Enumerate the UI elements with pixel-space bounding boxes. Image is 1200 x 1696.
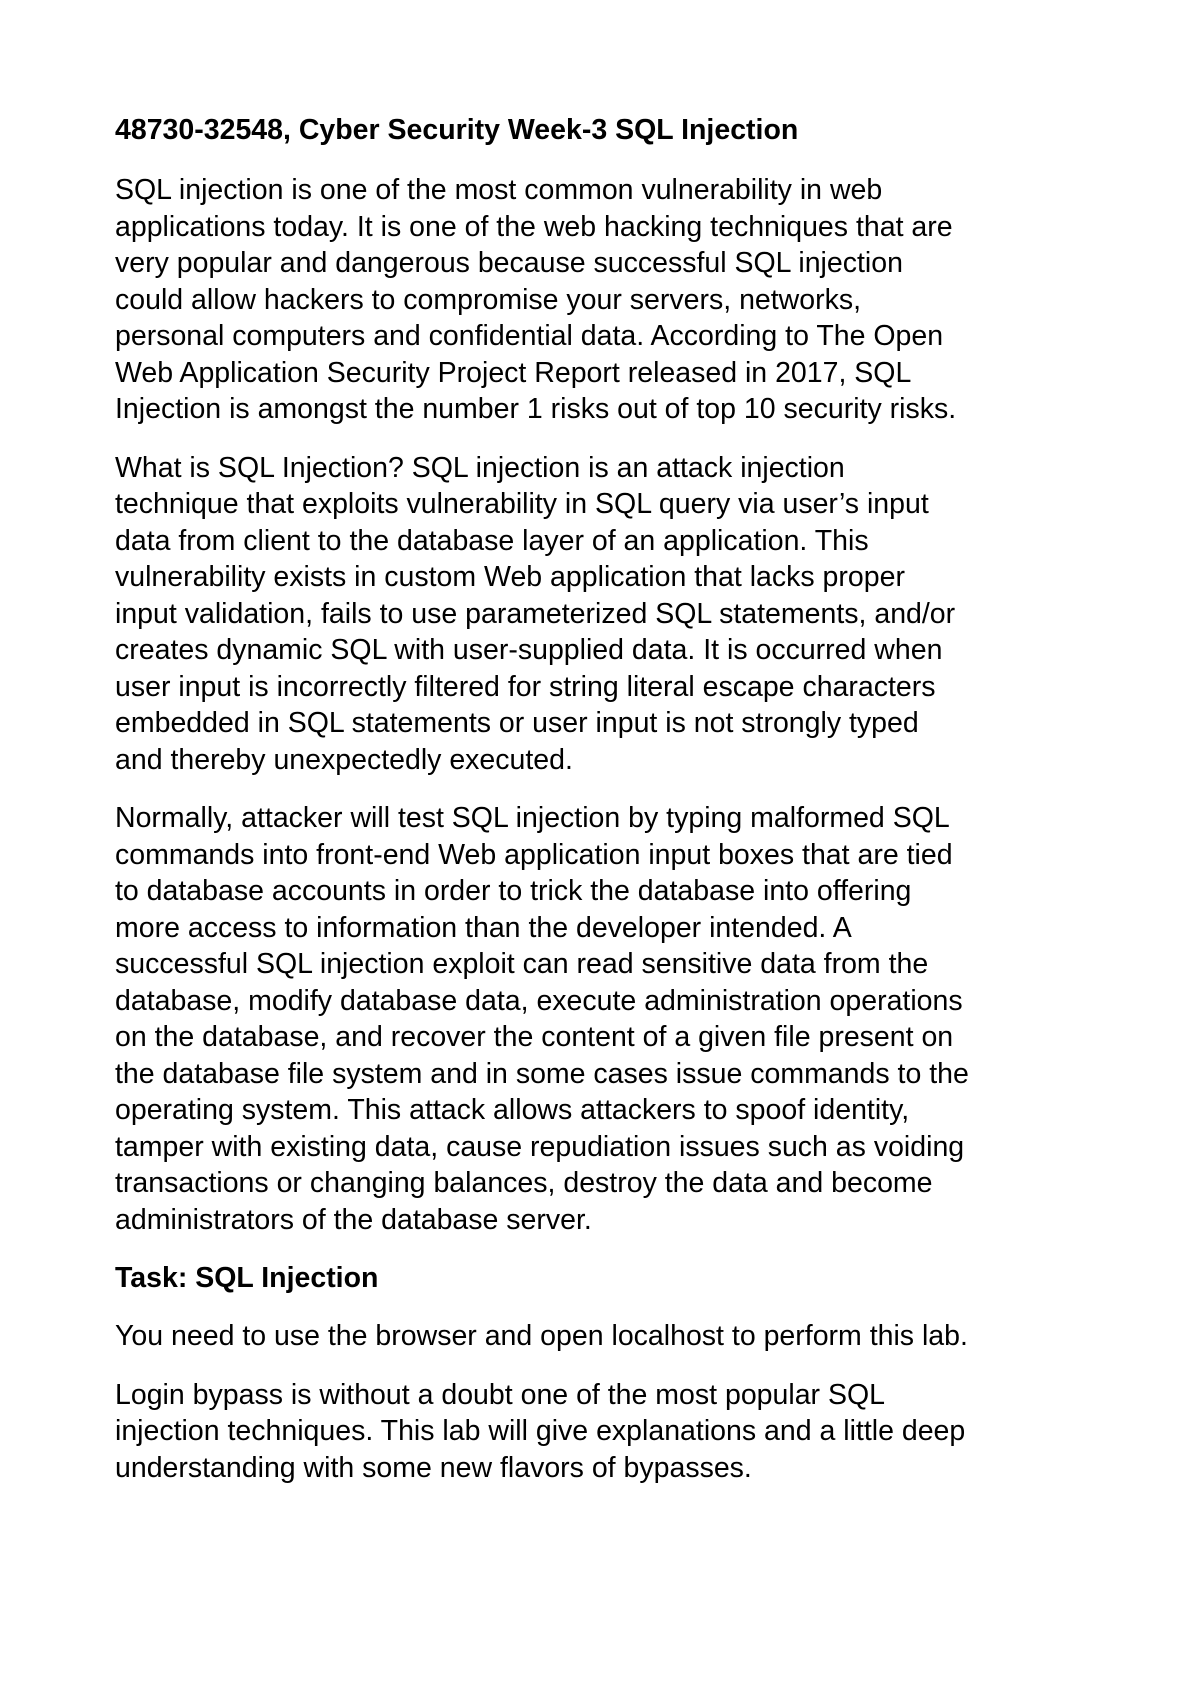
paragraph-line: Login bypass is without a doubt one of the most popular SQL: [115, 1378, 885, 1411]
paragraph-line: input validation, fails to use parameterized SQL statements, and/or: [115, 597, 956, 630]
paragraph-line: What is SQL Injection? SQL injection is an attack injection: [115, 451, 845, 484]
paragraph-line: could allow hackers to compromise your servers, networks,: [115, 283, 862, 316]
paragraph-line: creates dynamic SQL with user-supplied data. It is occurred when: [115, 634, 943, 666]
paragraph-line: administrators of the database server.: [115, 1203, 592, 1236]
definition-paragraph: [115, 450, 1115, 779]
paragraph-line: database, modify database data, execute administration operations: [115, 984, 963, 1017]
paragraph-line: commands into front-end Web application input boxes that are tied: [115, 838, 953, 871]
paragraph-line: to database accounts in order to trick the database into offering: [115, 875, 912, 907]
task-paragraph: [115, 1318, 1115, 1355]
paragraph-line: transactions or changing balances, destroy the data and become: [115, 1167, 933, 1199]
paragraph-line: embedded in SQL statements or user input is not strongly typed: [115, 707, 919, 739]
paragraph-line: tamper with existing data, cause repudiation issues such as voiding: [115, 1130, 965, 1163]
bypass-paragraph: [115, 1377, 1115, 1487]
paragraph-line: operating system. This attack allows attackers to spoof identity,: [115, 1094, 910, 1126]
paragraph-line: very popular and dangerous because successful SQL injection: [115, 247, 903, 279]
paragraph-line: on the database, and recover the content of a given file present on: [115, 1021, 954, 1053]
paragraph-line: and thereby unexpectedly executed.: [115, 743, 573, 776]
document-content: [115, 112, 1115, 1508]
task-heading: Task: SQL Injection: [115, 1262, 379, 1294]
document-title: 48730-32548, Cyber Security Week-3 SQL Injection: [115, 114, 799, 146]
intro-paragraph: [115, 172, 1115, 428]
paragraph-line: personal computers and confidential data. According to The Open: [115, 320, 944, 352]
paragraph-line: user input is incorrectly filtered for string literal escape characters: [115, 670, 936, 703]
attack-paragraph: [115, 800, 1115, 1238]
paragraph-line: applications today. It is one of the web hacking techniques that are: [115, 210, 953, 243]
paragraph-line: vulnerability exists in custom Web application that lacks proper: [115, 561, 905, 593]
paragraph-line: Normally, attacker will test SQL injection by typing malformed SQL: [115, 802, 950, 834]
paragraph-line: SQL injection is one of the most common vulnerability in web: [115, 174, 883, 206]
paragraph-line: You need to use the browser and open localhost to perform this lab.: [115, 1320, 968, 1352]
paragraph-line: Web Application Security Project Report released in 2017, SQL: [115, 356, 912, 389]
paragraph-line: successful SQL injection exploit can read sensitive data from the: [115, 948, 929, 980]
paragraph-line: understanding with some new flavors of bypasses.: [115, 1451, 752, 1484]
paragraph-line: more access to information than the developer intended. A: [115, 911, 852, 944]
paragraph-line: technique that exploits vulnerability in SQL query via user’s input: [115, 488, 929, 520]
paragraph-line: the database file system and in some cases issue commands to the: [115, 1057, 969, 1090]
paragraph-line: Injection is amongst the number 1 risks out of top 10 security risks.: [115, 393, 957, 425]
paragraph-line: data from client to the database layer of an application. This: [115, 524, 869, 557]
paragraph-line: injection techniques. This lab will give explanations and a little deep: [115, 1415, 966, 1447]
